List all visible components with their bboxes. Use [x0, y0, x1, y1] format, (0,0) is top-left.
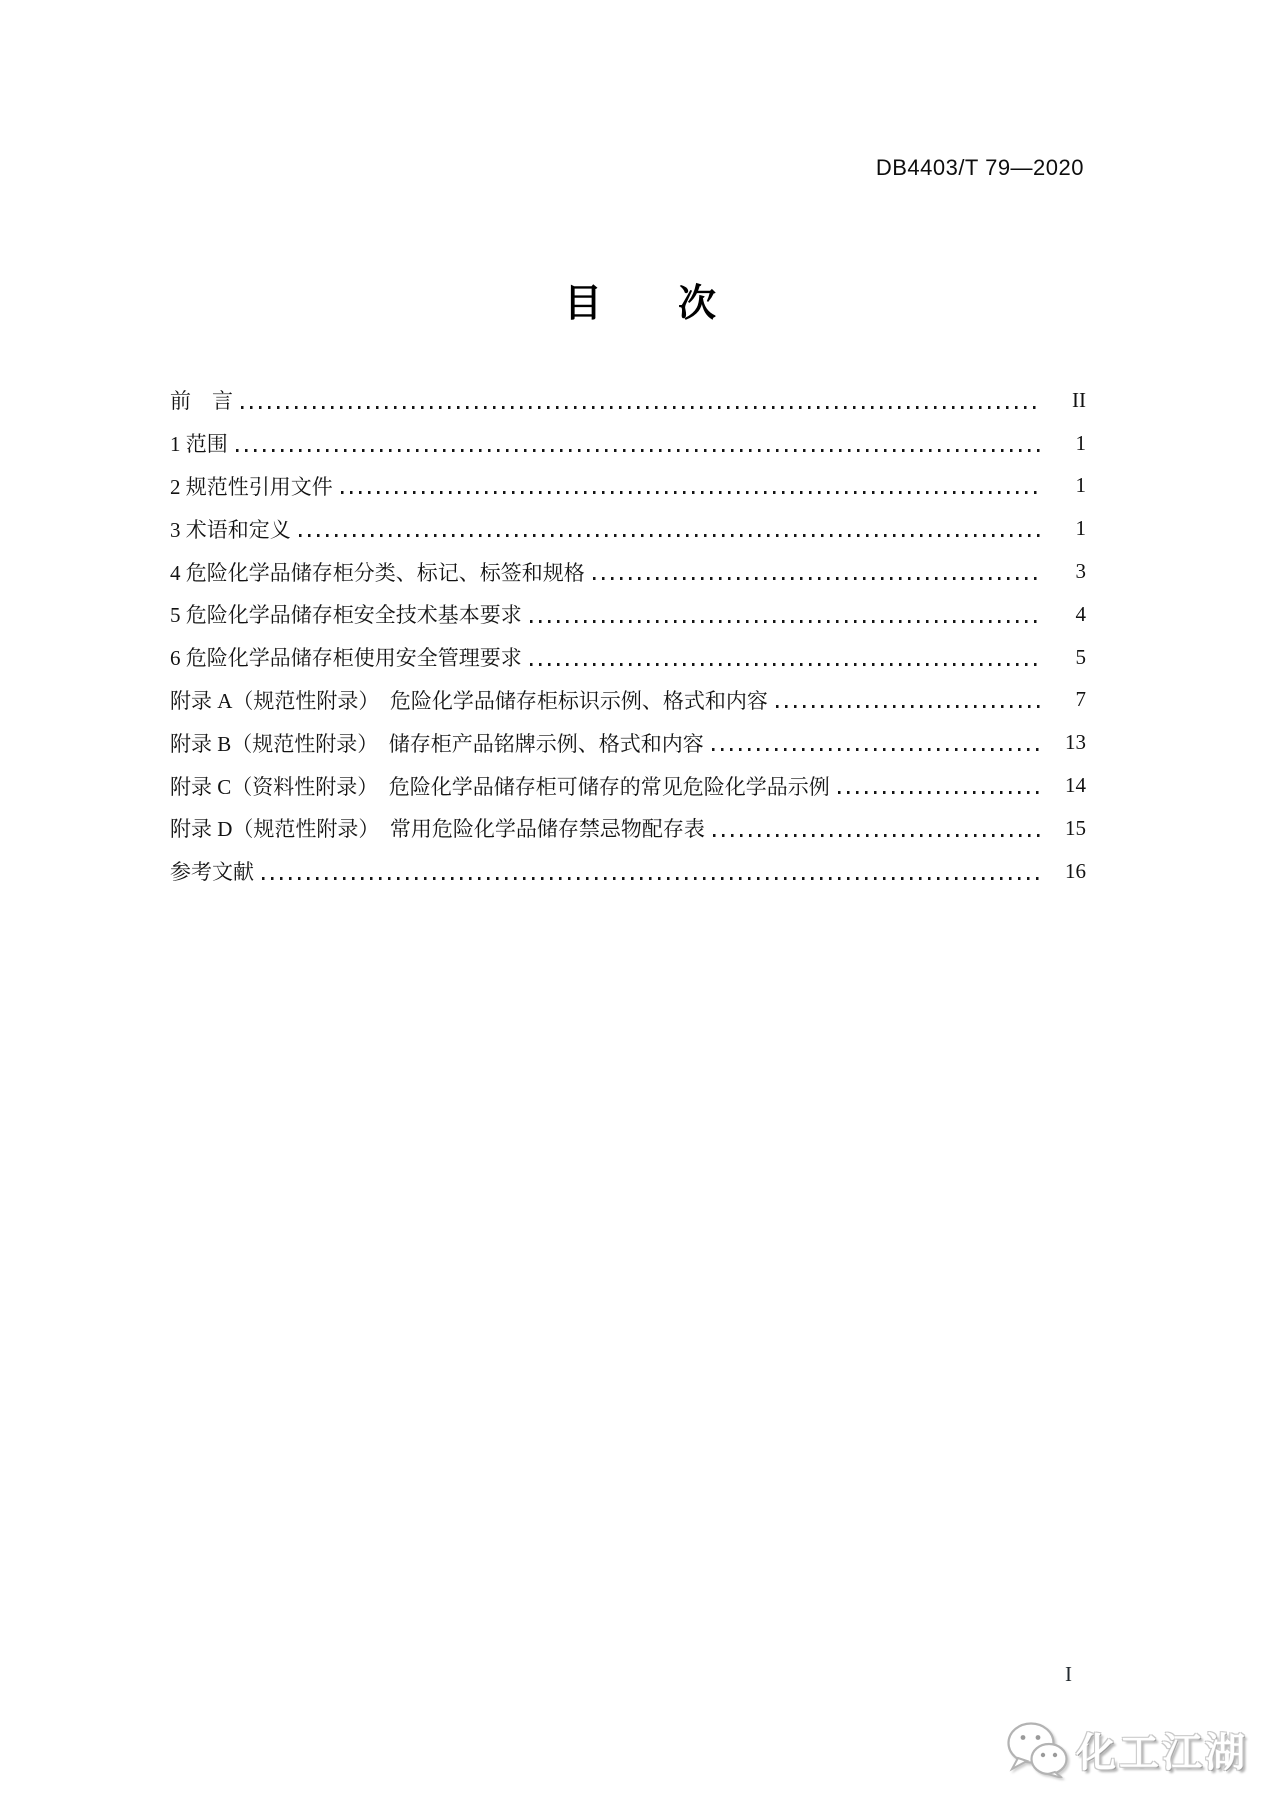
toc-entry	[170, 764, 1086, 807]
toc-entry-page: 16	[1065, 858, 1086, 883]
toc-entry	[170, 422, 1086, 465]
toc-entry-label: 附录 A（规范性附录） 危险化学品储存柜标识示例、格式和内容	[170, 688, 768, 713]
footer-page-number: I	[1065, 1662, 1072, 1686]
toc-entry-label: 附录 B（规范性附录） 储存柜产品铭牌示例、格式和内容	[170, 731, 704, 756]
dot-leader	[341, 491, 1042, 494]
table-of-contents	[170, 379, 1086, 893]
dot-leader	[241, 406, 1042, 409]
toc-entry-label: 1 范围	[170, 432, 228, 457]
toc-entry-page: 1	[1075, 430, 1086, 455]
toc-entry-label: 附录 D（规范性附录） 常用危险化学品储存禁忌物配存表	[170, 817, 705, 842]
toc-entry	[170, 550, 1086, 593]
toc-entry	[170, 807, 1086, 850]
toc-entry-page: 15	[1065, 815, 1086, 840]
toc-entry-page: 3	[1075, 559, 1086, 584]
toc-entry-label: 4 危险化学品储存柜分类、标记、标签和规格	[170, 560, 585, 585]
toc-entry-page: 1	[1075, 473, 1086, 498]
toc-entry-label: 3 术语和定义	[170, 517, 291, 542]
toc-entry-label: 2 规范性引用文件	[170, 474, 333, 499]
toc-entry-page: II	[1072, 387, 1086, 412]
toc-entry-label: 前 言	[170, 389, 233, 414]
watermark	[1006, 1720, 1248, 1778]
toc-entry	[170, 721, 1086, 764]
toc-entry	[170, 850, 1086, 893]
dot-leader	[530, 620, 1042, 623]
toc-entry	[170, 507, 1086, 550]
dot-leader	[712, 748, 1042, 751]
page-title: 目 次	[563, 283, 716, 325]
toc-entry-label: 附录 C（资料性附录） 危险化学品储存柜可储存的常见危险化学品示例	[170, 774, 830, 799]
toc-entry-page: 5	[1075, 644, 1086, 669]
toc-entry-page: 7	[1075, 687, 1086, 712]
dot-leader	[530, 663, 1042, 666]
toc-entry	[170, 379, 1086, 422]
dot-leader	[776, 705, 1042, 708]
toc-entry	[170, 465, 1086, 508]
toc-entry	[170, 636, 1086, 679]
dot-leader	[299, 534, 1042, 537]
toc-entry-label: 参考文献	[170, 860, 254, 885]
dot-leader	[838, 791, 1042, 794]
dot-leader	[593, 577, 1042, 580]
toc-entry-page: 14	[1065, 773, 1086, 798]
toc-entry	[170, 679, 1086, 722]
dot-leader	[262, 877, 1042, 880]
dot-leader	[713, 834, 1042, 837]
toc-entry-page: 4	[1075, 601, 1086, 626]
toc-entry-page: 13	[1065, 730, 1086, 755]
wechat-icon	[1006, 1720, 1068, 1778]
watermark-text: 化工江湖	[1076, 1730, 1248, 1775]
toc-entry-label: 6 危险化学品储存柜使用安全管理要求	[170, 646, 522, 671]
toc-entry-page: 1	[1075, 516, 1086, 541]
standard-code: DB4403/T 79—2020	[875, 155, 1084, 180]
dot-leader	[236, 449, 1042, 452]
toc-entry-label: 5 危险化学品储存柜安全技术基本要求	[170, 603, 522, 628]
toc-entry	[170, 593, 1086, 636]
